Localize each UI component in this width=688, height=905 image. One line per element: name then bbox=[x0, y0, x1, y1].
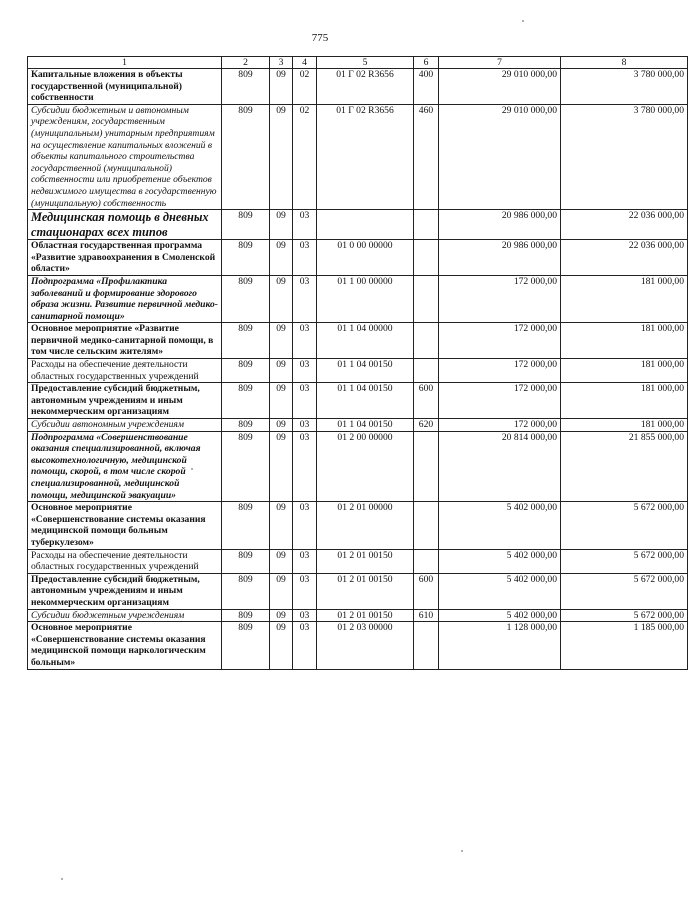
row-subsection: 03 bbox=[293, 240, 317, 276]
row-ministry-code: 809 bbox=[222, 549, 270, 573]
row-ministry-code: 809 bbox=[222, 104, 270, 209]
row-subsection: 03 bbox=[293, 275, 317, 322]
row-amount-year1: 5 402 000,00 bbox=[439, 502, 561, 549]
header-col-1: 1 bbox=[28, 57, 222, 69]
row-target-article: 01 2 03 00000 bbox=[317, 622, 414, 669]
row-expense-type bbox=[414, 431, 439, 502]
table-row bbox=[28, 622, 688, 669]
row-expense-type bbox=[414, 275, 439, 322]
row-amount-year2: 5 672 000,00 bbox=[561, 573, 688, 609]
row-ministry-code: 809 bbox=[222, 359, 270, 383]
row-ministry-code: 809 bbox=[222, 275, 270, 322]
table-row bbox=[28, 323, 688, 359]
row-section: 09 bbox=[270, 359, 293, 383]
row-amount-year1: 172 000,00 bbox=[439, 323, 561, 359]
row-amount-year1: 20 986 000,00 bbox=[439, 210, 561, 240]
row-target-article: 01 1 04 00000 bbox=[317, 323, 414, 359]
row-section: 09 bbox=[270, 622, 293, 669]
row-target-article bbox=[317, 210, 414, 240]
row-ministry-code: 809 bbox=[222, 69, 270, 105]
header-col-8: 8 bbox=[561, 57, 688, 69]
row-target-article: 01 0 00 00000 bbox=[317, 240, 414, 276]
row-expense-type: 610 bbox=[414, 609, 439, 622]
header-col-4: 4 bbox=[293, 57, 317, 69]
row-ministry-code: 809 bbox=[222, 609, 270, 622]
row-section: 09 bbox=[270, 275, 293, 322]
budget-table bbox=[27, 56, 688, 670]
row-amount-year2: 3 780 000,00 bbox=[561, 69, 688, 105]
row-name: Капитальные вложения в объекты государственной (муниципальной) собственности bbox=[28, 69, 222, 105]
row-section: 09 bbox=[270, 210, 293, 240]
row-amount-year1: 5 402 000,00 bbox=[439, 549, 561, 573]
row-section: 09 bbox=[270, 383, 293, 419]
scan-speck bbox=[191, 468, 193, 470]
row-target-article: 01 Г 02 R3656 bbox=[317, 104, 414, 209]
row-amount-year2: 181 000,00 bbox=[561, 275, 688, 322]
row-name: Субсидии бюджетным учреждениям bbox=[28, 609, 222, 622]
row-target-article: 01 1 04 00150 bbox=[317, 383, 414, 419]
row-subsection: 03 bbox=[293, 323, 317, 359]
row-ministry-code: 809 bbox=[222, 210, 270, 240]
row-section: 09 bbox=[270, 502, 293, 549]
table-row bbox=[28, 573, 688, 609]
table-row bbox=[28, 431, 688, 502]
row-amount-year2: 181 000,00 bbox=[561, 323, 688, 359]
row-ministry-code: 809 bbox=[222, 622, 270, 669]
row-amount-year2: 3 780 000,00 bbox=[561, 104, 688, 209]
row-name: Субсидии автономным учреждениям bbox=[28, 419, 222, 432]
row-name: Предоставление субсидий бюджетным, автономным учреждениям и иным некоммерческим организациям bbox=[28, 573, 222, 609]
row-expense-type bbox=[414, 502, 439, 549]
row-ministry-code: 809 bbox=[222, 502, 270, 549]
row-name: Расходы на обеспечение деятельности областных государственных учреждений bbox=[28, 549, 222, 573]
row-name: Медицинская помощь в дневных стационарах всех типов bbox=[28, 210, 222, 240]
row-name: Подпрограмма «Совершенствование оказания специализированной, включая высокотехнологичную, медицинской помощи, скорой, в том числе скорой специализированной, медицинской помощи, медицинской эвакуации» bbox=[28, 431, 222, 502]
row-section: 09 bbox=[270, 609, 293, 622]
table-row bbox=[28, 609, 688, 622]
scan-speck bbox=[61, 878, 63, 880]
row-target-article: 01 2 01 00150 bbox=[317, 573, 414, 609]
row-amount-year1: 172 000,00 bbox=[439, 275, 561, 322]
row-expense-type: 600 bbox=[414, 383, 439, 419]
row-subsection: 03 bbox=[293, 502, 317, 549]
row-subsection: 03 bbox=[293, 573, 317, 609]
header-col-3: 3 bbox=[270, 57, 293, 69]
row-ministry-code: 809 bbox=[222, 240, 270, 276]
row-expense-type bbox=[414, 210, 439, 240]
row-target-article: 01 1 04 00150 bbox=[317, 359, 414, 383]
row-subsection: 03 bbox=[293, 383, 317, 419]
row-subsection: 03 bbox=[293, 609, 317, 622]
row-ministry-code: 809 bbox=[222, 419, 270, 432]
row-amount-year1: 172 000,00 bbox=[439, 419, 561, 432]
row-amount-year1: 5 402 000,00 bbox=[439, 609, 561, 622]
row-amount-year2: 22 036 000,00 bbox=[561, 240, 688, 276]
page-number: 775 bbox=[311, 32, 329, 44]
row-amount-year1: 29 010 000,00 bbox=[439, 69, 561, 105]
row-name: Предоставление субсидий бюджетным, автономным учреждениям и иным некоммерческим организациям bbox=[28, 383, 222, 419]
row-ministry-code: 809 bbox=[222, 431, 270, 502]
row-ministry-code: 809 bbox=[222, 323, 270, 359]
table-row bbox=[28, 275, 688, 322]
header-col-7: 7 bbox=[439, 57, 561, 69]
row-expense-type bbox=[414, 622, 439, 669]
row-target-article: 01 Г 02 R3656 bbox=[317, 69, 414, 105]
row-expense-type: 620 bbox=[414, 419, 439, 432]
row-amount-year1: 172 000,00 bbox=[439, 383, 561, 419]
row-name: Областная государственная программа «Развитие здравоохранения в Смоленской области» bbox=[28, 240, 222, 276]
header-col-5: 5 bbox=[317, 57, 414, 69]
row-amount-year1: 29 010 000,00 bbox=[439, 104, 561, 209]
row-expense-type bbox=[414, 549, 439, 573]
row-subsection: 03 bbox=[293, 622, 317, 669]
row-name: Субсидии бюджетным и автономным учреждениям, государственным (муниципальным) унитарным предприятиям на осуществление капитальных вложений в объекты капитального строительства государственной (муниципальной) собственности или приобретение объектов недвижимого имущества в государственную (муниципальную) собственность bbox=[28, 104, 222, 209]
row-expense-type bbox=[414, 240, 439, 276]
row-ministry-code: 809 bbox=[222, 573, 270, 609]
row-ministry-code: 809 bbox=[222, 383, 270, 419]
row-section: 09 bbox=[270, 573, 293, 609]
row-amount-year2: 1 185 000,00 bbox=[561, 622, 688, 669]
row-section: 09 bbox=[270, 240, 293, 276]
row-name: Подпрограмма «Профилактика заболеваний и формирование здорового образа жизни. Развитие первичной медико-санитарной помощи» bbox=[28, 275, 222, 322]
row-amount-year1: 172 000,00 bbox=[439, 359, 561, 383]
row-section: 09 bbox=[270, 549, 293, 573]
row-amount-year2: 21 855 000,00 bbox=[561, 431, 688, 502]
row-name: Основное мероприятие «Совершенствование системы оказания медицинской помощи больным туберкулезом» bbox=[28, 502, 222, 549]
row-amount-year2: 181 000,00 bbox=[561, 359, 688, 383]
header-col-6: 6 bbox=[414, 57, 439, 69]
row-expense-type: 400 bbox=[414, 69, 439, 105]
row-amount-year2: 181 000,00 bbox=[561, 383, 688, 419]
row-target-article: 01 1 04 00150 bbox=[317, 419, 414, 432]
row-amount-year1: 1 128 000,00 bbox=[439, 622, 561, 669]
row-subsection: 03 bbox=[293, 549, 317, 573]
header-col-2: 2 bbox=[222, 57, 270, 69]
scan-speck bbox=[522, 20, 524, 22]
table-row bbox=[28, 502, 688, 549]
row-subsection: 03 bbox=[293, 210, 317, 240]
row-subsection: 03 bbox=[293, 419, 317, 432]
table-row bbox=[28, 210, 688, 240]
row-amount-year1: 5 402 000,00 bbox=[439, 573, 561, 609]
table-row bbox=[28, 69, 688, 105]
row-expense-type bbox=[414, 359, 439, 383]
row-section: 09 bbox=[270, 419, 293, 432]
table-row bbox=[28, 359, 688, 383]
row-expense-type bbox=[414, 323, 439, 359]
row-amount-year2: 181 000,00 bbox=[561, 419, 688, 432]
row-target-article: 01 2 01 00150 bbox=[317, 609, 414, 622]
scan-speck bbox=[461, 850, 463, 852]
table-row bbox=[28, 240, 688, 276]
row-subsection: 03 bbox=[293, 359, 317, 383]
row-name: Основное мероприятие «Развитие первичной медико-санитарной помощи, в том числе сельским жителям» bbox=[28, 323, 222, 359]
row-target-article: 01 2 01 00000 bbox=[317, 502, 414, 549]
row-section: 09 bbox=[270, 323, 293, 359]
row-section: 09 bbox=[270, 104, 293, 209]
row-section: 09 bbox=[270, 69, 293, 105]
table-row bbox=[28, 549, 688, 573]
row-amount-year1: 20 814 000,00 bbox=[439, 431, 561, 502]
header-row bbox=[28, 57, 688, 69]
row-name: Основное мероприятие «Совершенствование системы оказания медицинской помощи наркологическим больным» bbox=[28, 622, 222, 669]
table-row bbox=[28, 383, 688, 419]
row-subsection: 02 bbox=[293, 69, 317, 105]
table-body bbox=[28, 69, 688, 670]
row-subsection: 02 bbox=[293, 104, 317, 209]
table-row bbox=[28, 104, 688, 209]
row-amount-year1: 20 986 000,00 bbox=[439, 240, 561, 276]
row-amount-year2: 5 672 000,00 bbox=[561, 549, 688, 573]
row-name: Расходы на обеспечение деятельности областных государственных учреждений bbox=[28, 359, 222, 383]
row-amount-year2: 5 672 000,00 bbox=[561, 609, 688, 622]
row-target-article: 01 1 00 00000 bbox=[317, 275, 414, 322]
row-target-article: 01 2 00 00000 bbox=[317, 431, 414, 502]
row-target-article: 01 2 01 00150 bbox=[317, 549, 414, 573]
table-row bbox=[28, 419, 688, 432]
row-amount-year2: 5 672 000,00 bbox=[561, 502, 688, 549]
row-amount-year2: 22 036 000,00 bbox=[561, 210, 688, 240]
row-subsection: 03 bbox=[293, 431, 317, 502]
row-expense-type: 460 bbox=[414, 104, 439, 209]
row-section: 09 bbox=[270, 431, 293, 502]
row-expense-type: 600 bbox=[414, 573, 439, 609]
